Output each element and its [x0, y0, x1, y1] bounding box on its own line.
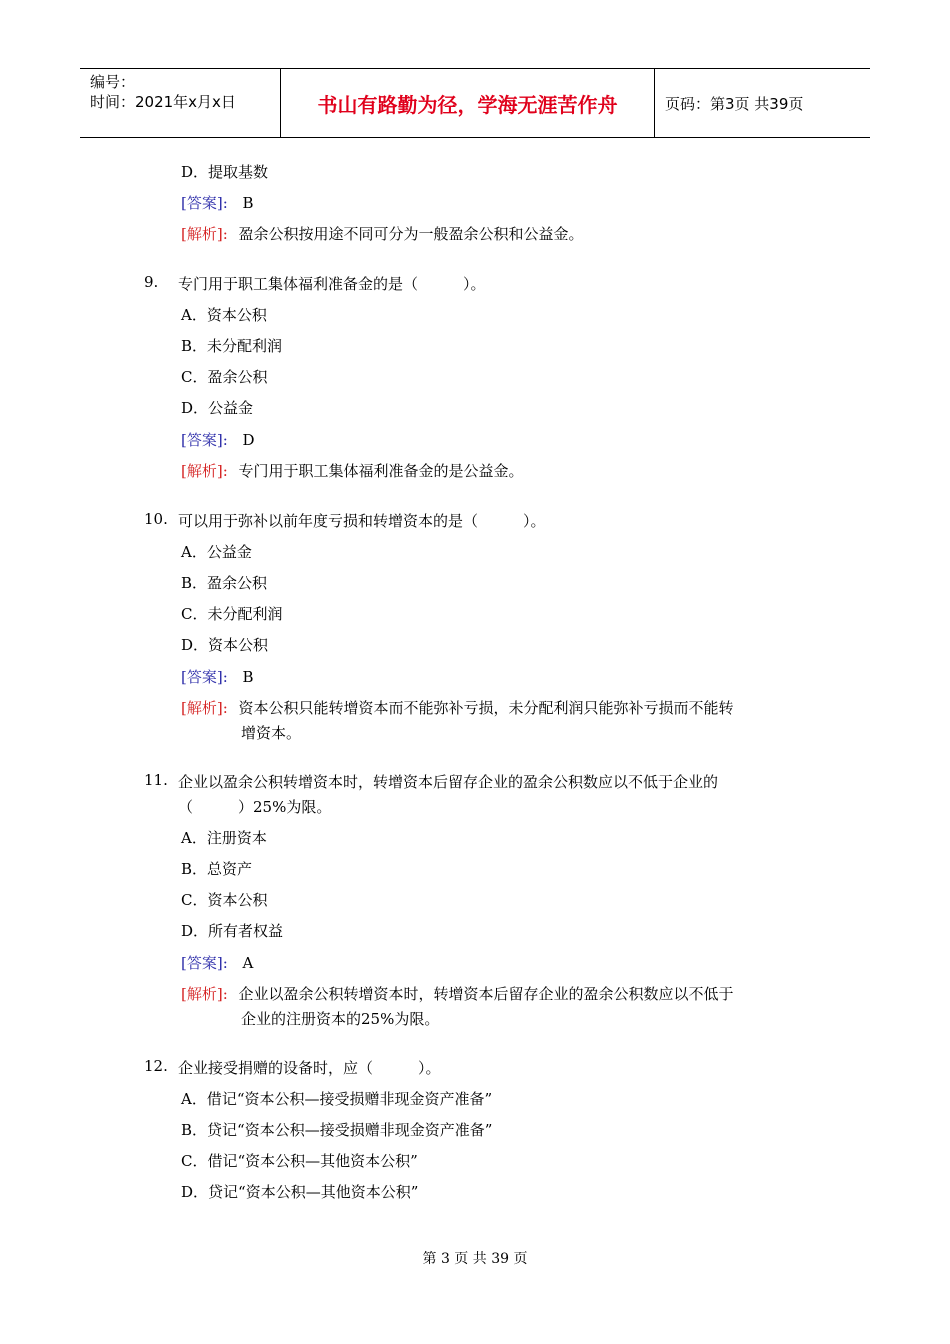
q9-option-c: C．盈余公积 — [181, 368, 268, 386]
q12-option-a: A．借记“资本公积—接受损赠非现金资产准备” — [181, 1090, 493, 1108]
q11-stem-line1: 企业以盈余公积转增资本时，转增资本后留存企业的盈余公积数应以不低于企业的 — [178, 773, 719, 791]
page-footer: 第 3 页 共 39 页 — [422, 1251, 528, 1267]
page-header — [80, 68, 870, 138]
q8-answer-row — [181, 192, 254, 213]
q11-option-b: B．总资产 — [181, 860, 253, 878]
q8-explanation: 盈余公积按用途不同可分为一般盈余公积和公益金。 — [238, 225, 584, 243]
q9-number: 9. — [144, 273, 159, 291]
q9-answer-row — [181, 429, 255, 450]
q8-option-d: D．提取基数 — [181, 163, 269, 181]
q10-option-a: A．公益金 — [181, 543, 252, 561]
q10-option-b: B．盈余公积 — [181, 574, 268, 592]
explanation-tag: [解析]: — [181, 225, 228, 243]
q9-explanation-row — [181, 460, 524, 481]
q11-stem-line2: （ ）25%为限。 — [178, 798, 332, 816]
q12-option-c: C．借记“资本公积—其他资本公积” — [181, 1152, 418, 1170]
time-label: 时间：2021年x月x日 — [90, 93, 236, 111]
q10-answer: B — [242, 668, 254, 686]
q10-explanation-line1: 资本公积只能转增资本而不能弥补亏损，未分配利润只能弥补亏损而不能转 — [238, 699, 734, 717]
q9-explanation: 专门用于职工集体福利准备金的是公益金。 — [238, 462, 524, 480]
q10-number: 10. — [144, 510, 168, 528]
q10-answer-row — [181, 666, 254, 687]
q9-stem: 专门用于职工集体福利准备金的是（ ）。 — [178, 275, 486, 293]
q10-explanation-line2: 增资本。 — [241, 724, 302, 742]
header-page-info: 页码：第3页 共39页 — [665, 94, 804, 113]
q11-explanation-line2: 企业的注册资本的25%为限。 — [241, 1010, 440, 1028]
q10-explanation-row — [181, 697, 734, 718]
q12-option-d: D．贷记“资本公积—其他资本公积” — [181, 1183, 419, 1201]
q9-option-a: A．资本公积 — [181, 306, 267, 324]
q10-stem: 可以用于弥补以前年度亏损和转增资本的是（ ）。 — [178, 512, 546, 530]
q11-explanation-line1: 企业以盈余公积转增资本时，转增资本后留存企业的盈余公积数应以不低于 — [238, 985, 734, 1003]
q9-answer: D — [242, 431, 255, 449]
q11-answer: A — [242, 954, 254, 972]
q10-option-c: C．未分配利润 — [181, 605, 283, 623]
q12-option-b: B．贷记“资本公积—接受损赠非现金资产准备” — [181, 1121, 493, 1139]
q11-answer-row — [181, 952, 253, 973]
code-label: 编号： — [90, 73, 136, 91]
q11-explanation-row — [181, 983, 734, 1004]
q12-number: 12. — [144, 1057, 168, 1075]
q9-option-b: B．未分配利润 — [181, 337, 283, 355]
explanation-tag: [解析]: — [181, 462, 228, 480]
explanation-tag: [解析]: — [181, 985, 228, 1003]
q11-option-c: C．资本公积 — [181, 891, 268, 909]
answer-tag: [答案]: — [181, 954, 228, 972]
answer-tag: [答案]: — [181, 194, 228, 212]
q11-option-d: D．所有者权益 — [181, 922, 284, 940]
answer-tag: [答案]: — [181, 431, 228, 449]
header-meta — [80, 69, 280, 137]
q12-stem: 企业接受捐赠的设备时，应（ ）。 — [178, 1059, 441, 1077]
q8-answer: B — [242, 194, 254, 212]
q11-number: 11. — [144, 771, 168, 789]
header-motto: 书山有路勤为径，学海无涯苦作舟 — [280, 69, 655, 137]
q11-option-a: A．注册资本 — [181, 829, 267, 847]
answer-tag: [答案]: — [181, 668, 228, 686]
explanation-tag: [解析]: — [181, 699, 228, 717]
q8-explanation-row — [181, 223, 584, 244]
q10-option-d: D．资本公积 — [181, 636, 269, 654]
q9-option-d: D．公益金 — [181, 399, 254, 417]
